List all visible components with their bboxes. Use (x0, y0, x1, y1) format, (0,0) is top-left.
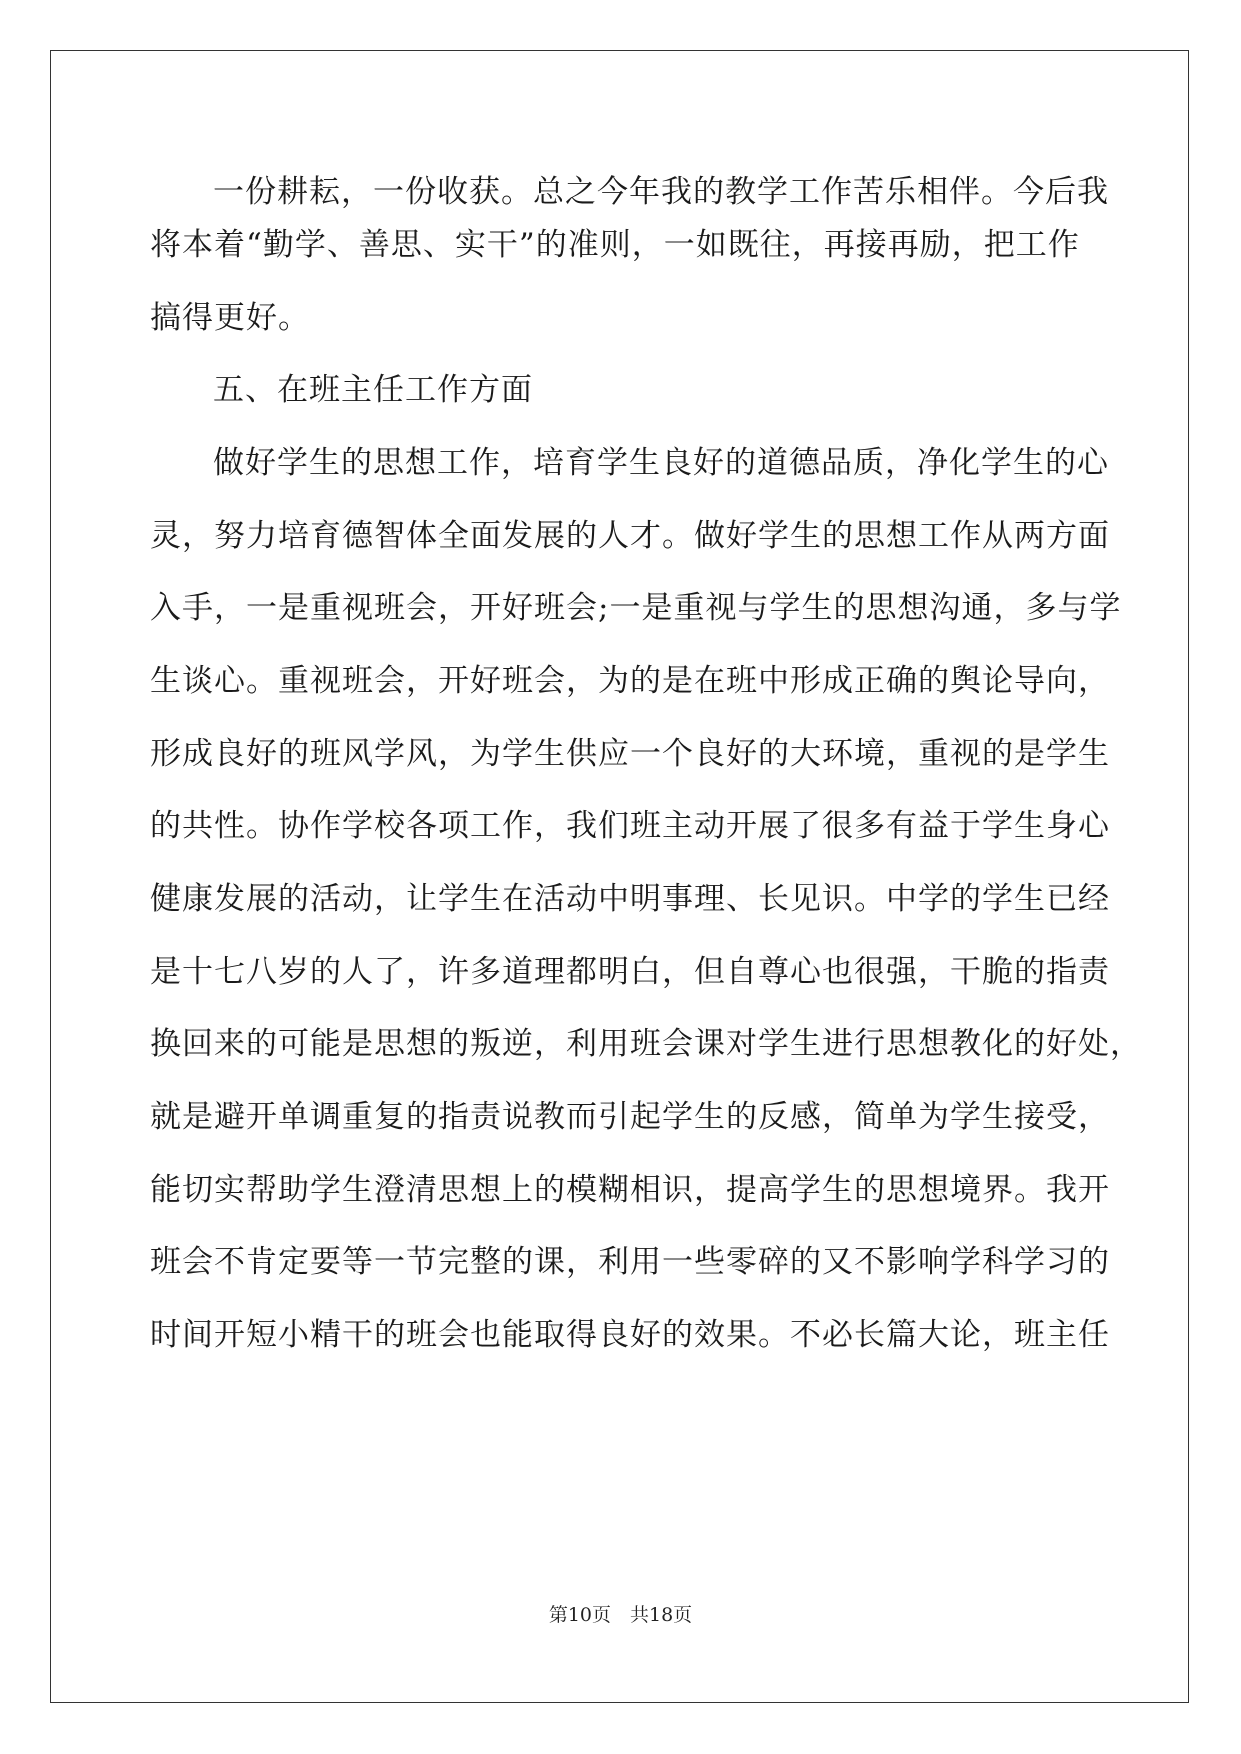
paragraph-line: 能切实帮助学生澄清思想上的模糊相识，提高学生的思想境界。我开 (150, 1172, 1110, 1208)
paragraph-line: 灵，努力培育德智体全面发展的人才。做好学生的思想工作从两方面 (150, 518, 1110, 554)
paragraph-line: 一份耕耘，一份收获。总之今年我的教学工作苦乐相伴。今后我 (213, 174, 1109, 210)
paragraph-line: 健康发展的活动，让学生在活动中明事理、长见识。中学的学生已经 (150, 881, 1110, 917)
paragraph-line: 将本着“勤学、善思、实干”的准则，一如既往，再接再励，把工作 (150, 227, 1080, 263)
paragraph-line: 班会不肯定要等一节完整的课，利用一些零碎的又不影响学科学习的 (150, 1244, 1110, 1280)
paragraph-line: 的共性。协作学校各项工作，我们班主动开展了很多有益于学生身心 (150, 808, 1110, 844)
paragraph-line: 时间开短小精干的班会也能取得良好的效果。不必长篇大论，班主任 (150, 1317, 1110, 1353)
paragraph-line: 生谈心。重视班会，开好班会，为的是在班中形成正确的舆论导向， (150, 663, 1110, 699)
paragraph-line: 形成良好的班风学风，为学生供应一个良好的大环境，重视的是学生 (150, 736, 1110, 772)
page-number-footer: 第10页 共18页 (548, 1604, 693, 1626)
section-heading: 五、在班主任工作方面 (213, 372, 533, 408)
paragraph-line: 入手，一是重视班会，开好班会;一是重视与学生的思想沟通，多与学 (150, 590, 1122, 626)
paragraph-line: 搞得更好。 (150, 300, 310, 336)
paragraph-line: 换回来的可能是思想的叛逆，利用班会课对学生进行思想教化的好处， (150, 1026, 1142, 1062)
paragraph-line: 做好学生的思想工作，培育学生良好的道德品质，净化学生的心 (213, 445, 1109, 481)
paragraph-line: 就是避开单调重复的指责说教而引起学生的反感，简单为学生接受， (150, 1099, 1110, 1135)
paragraph-line: 是十七八岁的人了，许多道理都明白，但自尊心也很强，干脆的指责 (150, 954, 1110, 990)
